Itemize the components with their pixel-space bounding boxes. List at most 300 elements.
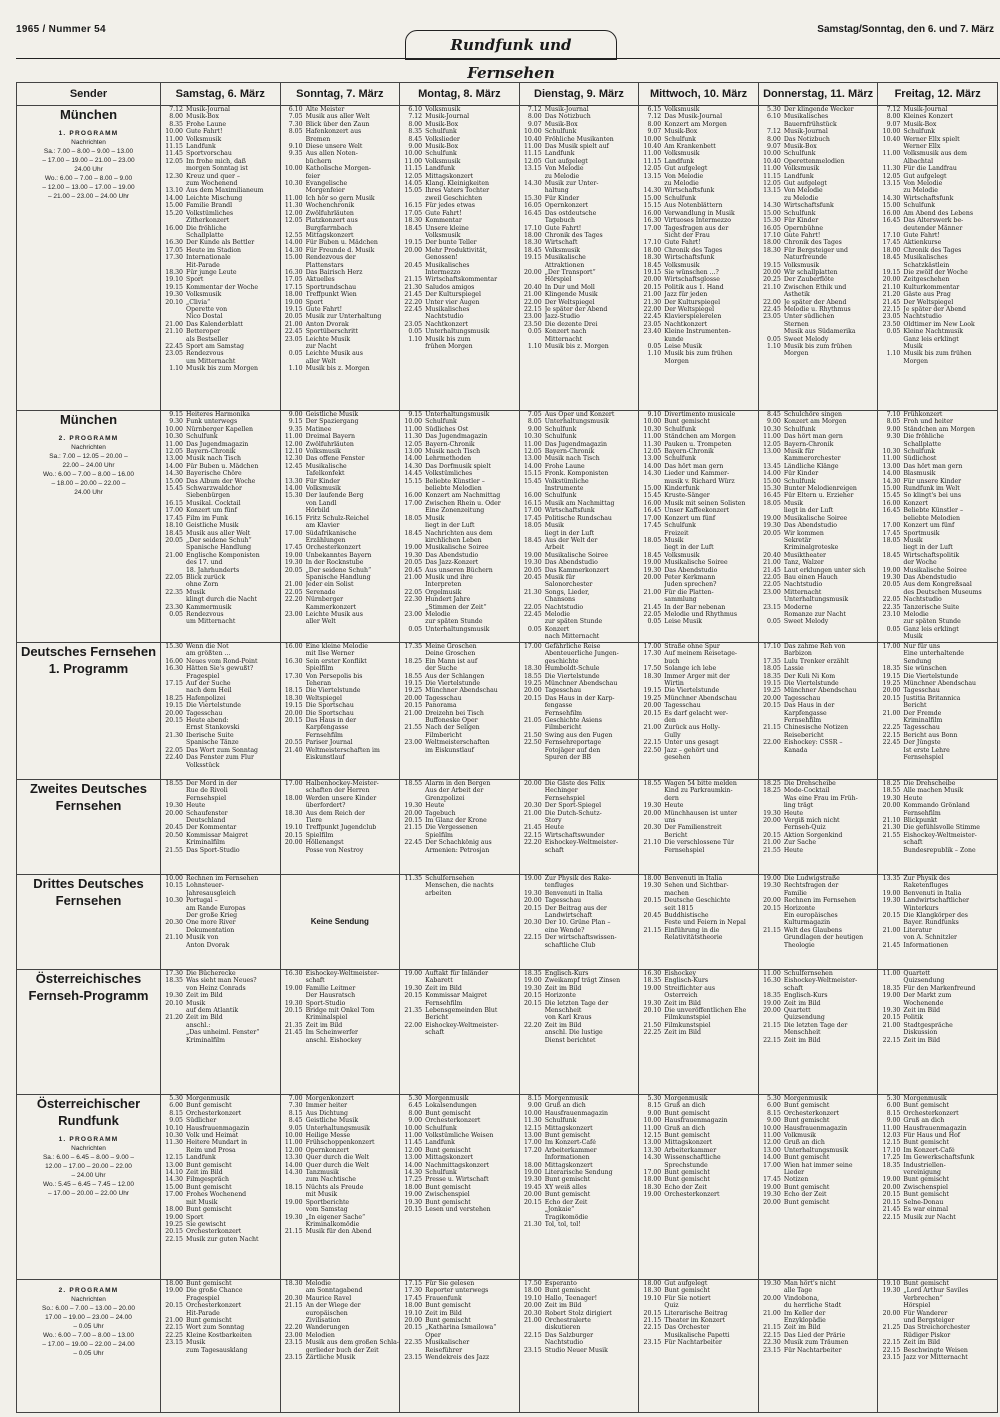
- column-header-day: Montag, 8. März: [400, 83, 520, 106]
- program-time: 18.10: [165, 522, 183, 530]
- program-title: Bunt gemischt: [664, 1176, 710, 1184]
- program-entry: [878, 299, 997, 306]
- program-time: 17.50: [523, 1280, 542, 1287]
- program-title: Lehrmethoden: [425, 455, 472, 463]
- program-title: Evangelische: [305, 180, 348, 188]
- program-entry: [759, 522, 878, 529]
- program-title: Lulu Trenker erzählt: [783, 657, 849, 665]
- program-title: Hausfrauenmagazin: [783, 1124, 848, 1132]
- program-title: Für junge Leute: [186, 268, 237, 276]
- program-entry: [161, 747, 280, 754]
- program-entry: [759, 1007, 878, 1014]
- program-time: 17.30: [165, 254, 183, 262]
- program-title: Deine Groschen: [425, 650, 476, 658]
- program-entry: [520, 1302, 639, 1309]
- program-time: 15.00: [882, 485, 901, 493]
- program-entry: [520, 433, 639, 440]
- program-entry: [878, 1302, 997, 1309]
- program-time: [639, 754, 664, 761]
- program-title: Schulfunk: [544, 425, 577, 433]
- day-schedule-cell: [400, 875, 520, 970]
- program-time: [639, 905, 664, 912]
- program-time: [878, 1169, 903, 1176]
- program-entry: [878, 202, 997, 209]
- program-entry: [759, 269, 878, 276]
- program-entry: [878, 787, 997, 794]
- program-title: Das Haus in der Karp-: [544, 694, 615, 702]
- program-entry: [759, 717, 878, 724]
- program-time: 23.10: [882, 610, 901, 618]
- program-entry: [281, 522, 400, 529]
- program-time: [639, 717, 664, 724]
- program-title: Musik zur Nacht: [903, 1213, 956, 1221]
- program-entry: [639, 717, 758, 724]
- program-title: Je später der Abend: [903, 305, 966, 313]
- program-title: Das Kalenderblatt: [186, 320, 243, 328]
- program-entry: [161, 343, 280, 350]
- program-entry: [878, 611, 997, 618]
- program-title: Eishockey-Weltmeister-: [425, 1021, 499, 1029]
- program-title: Nachtstudio: [783, 581, 823, 589]
- program-time: 18.55: [404, 780, 423, 787]
- program-title: Wort zum Sonntag: [186, 1324, 245, 1332]
- program-title: Aktuelles: [305, 276, 335, 284]
- program-title: Mittagskonzert: [544, 1161, 593, 1169]
- program-entry: [639, 321, 758, 328]
- program-title: Heute: [425, 802, 445, 810]
- program-entry: [281, 552, 400, 559]
- program-title: Fernsehspiel: [544, 794, 585, 802]
- program-time: 22.20: [404, 298, 423, 306]
- program-time: [759, 985, 784, 992]
- program-entry: [520, 136, 639, 143]
- program-title: Unterhaltungsmusik: [783, 1146, 849, 1154]
- program-title: Orchesterkonzert: [903, 1109, 959, 1117]
- program-time: 22.45: [763, 305, 781, 313]
- program-entry: [400, 559, 519, 566]
- program-entry: [639, 530, 758, 537]
- program-entry: [400, 254, 519, 261]
- program-time: [759, 537, 784, 544]
- program-entry: [161, 365, 280, 372]
- program-entry: [161, 1037, 280, 1044]
- program-title: Volkslieder: [425, 135, 460, 143]
- program-title: Zeitgeschehen: [903, 276, 950, 284]
- program-title: liegt in der Luft: [903, 544, 953, 552]
- program-entry: [759, 665, 878, 672]
- program-time: 21.45: [404, 291, 423, 299]
- program-title: deutender Männer: [903, 224, 963, 232]
- program-time: 23.40: [643, 328, 662, 336]
- program-time: 20.05: [284, 566, 303, 574]
- program-title: Sport am Samstag: [186, 343, 244, 350]
- program-entry: [759, 574, 878, 581]
- program-entry: [520, 158, 639, 165]
- program-time: [759, 121, 784, 128]
- program-time: 19.30: [763, 882, 781, 890]
- program-entry: [400, 611, 519, 618]
- program-entry: [759, 1295, 878, 1302]
- program-entry: [759, 552, 878, 559]
- program-title: Musik nach Tisch: [425, 448, 481, 456]
- program-title: Schallplatte: [186, 231, 224, 239]
- program-title: Zwischenspiel: [903, 1183, 948, 1191]
- program-entry: [639, 247, 758, 254]
- program-title: Leise Musik: [664, 343, 703, 350]
- program-time: 21.00: [643, 291, 662, 299]
- program-entry: [281, 1000, 400, 1007]
- program-entry: [161, 1007, 280, 1014]
- program-title: Matinee: [305, 425, 332, 433]
- program-entry: [759, 158, 878, 165]
- program-time: 20.45: [404, 566, 423, 574]
- program-title: Tagesschau: [903, 687, 940, 695]
- station-row: [17, 643, 998, 780]
- program-time: 13.00: [643, 1139, 662, 1147]
- program-title: Der laufende Berg: [305, 492, 364, 500]
- program-entry: [759, 604, 878, 611]
- program-entry: [161, 441, 280, 448]
- program-time: [878, 1317, 903, 1324]
- program-entry: [400, 173, 519, 180]
- program-time: 20.15: [882, 1014, 901, 1022]
- program-entry: [161, 433, 280, 440]
- program-time: [759, 912, 784, 919]
- program-entry: [878, 802, 997, 809]
- program-title: Kleine Nachtmusik: [903, 328, 964, 336]
- program-title: Hafenpolizei: [186, 694, 226, 702]
- day-schedule-cell: [758, 780, 878, 875]
- program-entry: [520, 1280, 639, 1287]
- program-time: [161, 1022, 186, 1029]
- program-title: Volksmusik: [783, 261, 820, 269]
- program-title: Froh und heiter: [903, 418, 953, 426]
- program-title: „Jonkaie“: [544, 1206, 575, 1214]
- program-title: Quartett: [903, 970, 931, 977]
- program-entry: [759, 1176, 878, 1183]
- program-title: Spielfilm: [305, 665, 334, 673]
- program-time: 18.45: [643, 551, 662, 559]
- program-time: [759, 890, 784, 897]
- program-entry: [878, 478, 997, 485]
- program-title: Orgelmusik: [425, 588, 462, 596]
- program-title: Ein europäisches: [783, 912, 838, 920]
- program-entry: [639, 202, 758, 209]
- program-entry: [639, 165, 758, 172]
- program-time: 21.30: [643, 298, 662, 306]
- program-title: Arbeiterkammer: [544, 1146, 597, 1154]
- program-title: Landfunk: [186, 1154, 216, 1162]
- program-title: Musik: [186, 588, 206, 596]
- program-entry: [878, 702, 997, 709]
- program-entry: [639, 1014, 758, 1021]
- program-title: Ständchen am Morgen: [664, 433, 736, 441]
- program-title: Eishockey-Weltmeister-: [903, 831, 977, 839]
- program-time: 19.00: [643, 984, 662, 992]
- program-title: aller Welt: [305, 618, 336, 626]
- program-time: 8.05: [886, 418, 901, 426]
- program-title: Die letzten Tage der: [544, 999, 609, 1007]
- program-entry: [520, 448, 639, 455]
- program-time: [400, 1332, 425, 1339]
- program-entry: [639, 411, 758, 418]
- program-title: Für jedes etwas: [425, 202, 475, 210]
- program-title: diskutieren: [544, 1324, 581, 1332]
- program-time: 17.10: [882, 1146, 901, 1154]
- program-time: [878, 650, 903, 657]
- program-time: [639, 232, 664, 239]
- program-title: Nachtkonzert: [664, 320, 708, 328]
- program-title: Reporter unterwegs: [425, 1287, 489, 1295]
- program-entry: [759, 225, 878, 232]
- program-title: Naturfreunde: [783, 254, 827, 262]
- program-time: 23.00: [523, 313, 542, 321]
- program-entry: [639, 478, 758, 485]
- program-entry: [878, 927, 997, 934]
- program-entry: [639, 187, 758, 194]
- program-title: Zwischen Rhein u. Oder: [425, 499, 501, 507]
- program-entry: [161, 276, 280, 283]
- program-title: „In eigener Sache“: [305, 1213, 366, 1221]
- program-entry: [281, 269, 400, 276]
- program-title: Der Kuli Ni Kom: [783, 672, 836, 680]
- program-entry: [281, 1324, 400, 1331]
- program-entry: [281, 143, 400, 150]
- program-time: 11.00: [284, 194, 303, 202]
- program-entry: [400, 985, 519, 992]
- program-title: Grundlagen der heutigen: [783, 934, 864, 942]
- program-time: 12.05: [284, 217, 303, 225]
- program-title: Musikalische Soiree: [783, 514, 848, 522]
- program-time: 14.00: [404, 455, 423, 463]
- program-title: Konzert um fünf: [664, 514, 716, 522]
- program-time: [520, 1339, 545, 1346]
- program-entry: [520, 680, 639, 687]
- program-entry: [759, 1199, 878, 1206]
- program-entry: [520, 306, 639, 313]
- program-entry: [639, 1184, 758, 1191]
- program-time: 20.00: [763, 1007, 781, 1015]
- program-time: [520, 754, 545, 761]
- program-title: Anton Dvorak: [305, 320, 349, 328]
- program-entry: [400, 650, 519, 657]
- program-time: [878, 1029, 903, 1036]
- program-entry: [639, 418, 758, 425]
- day-schedule-cell: [639, 643, 759, 780]
- program-entry: [878, 492, 997, 499]
- program-entry: [161, 358, 280, 365]
- program-time: 10.30: [165, 897, 183, 905]
- program-title: Filmbericht: [425, 731, 462, 739]
- program-time: [520, 262, 545, 269]
- program-title: Der klingende Wecker: [783, 106, 854, 113]
- program-time: 19.00: [523, 1169, 542, 1177]
- program-entry: [878, 1324, 997, 1331]
- program-entry: [161, 739, 280, 746]
- program-time: 18.00: [643, 1280, 662, 1287]
- program-time: [520, 217, 545, 224]
- program-title: Der Schachkönig aus: [425, 839, 492, 847]
- program-title: vereinigung: [903, 1169, 941, 1177]
- program-time: 6.00: [767, 1102, 781, 1110]
- program-time: 23.15: [643, 1339, 662, 1347]
- program-entry: [520, 1310, 639, 1317]
- program-time: [281, 343, 306, 350]
- program-title: Wirtschaftsfunk: [544, 507, 595, 515]
- program-entry: [400, 1014, 519, 1021]
- program-title: Es darf gelacht wer-: [664, 709, 728, 717]
- program-time: [520, 817, 545, 824]
- program-entry: [639, 1139, 758, 1146]
- program-entry: [161, 1095, 280, 1102]
- program-entry: [161, 1287, 280, 1294]
- program-entry: [520, 817, 639, 824]
- program-title: Pariser Journal: [305, 739, 353, 747]
- program-time: [161, 787, 186, 794]
- program-entry: [400, 455, 519, 462]
- program-entry: [520, 589, 639, 596]
- program-time: [400, 1347, 425, 1354]
- program-time: [281, 665, 306, 672]
- day-schedule-cell: [758, 970, 878, 1095]
- program-time: [281, 1347, 306, 1354]
- program-entry: [878, 970, 997, 977]
- program-entry: [520, 441, 639, 448]
- program-entry: [161, 658, 280, 665]
- program-title: Musik-Journal: [544, 106, 589, 113]
- program-title: Kommando Grönland: [903, 802, 970, 810]
- program-entry: [520, 291, 639, 298]
- program-entry: [161, 1214, 280, 1221]
- program-entry: [759, 463, 878, 470]
- day-schedule-cell: [400, 411, 520, 643]
- program-title: Schulchöre singen: [783, 411, 842, 418]
- program-title: Eine unterhaltende: [903, 650, 964, 658]
- program-time: 21.25: [882, 1324, 901, 1332]
- program-entry: [281, 795, 400, 802]
- program-entry: [759, 802, 878, 809]
- program-time: [759, 732, 784, 739]
- program-time: [161, 942, 186, 949]
- program-time: 16.00: [882, 209, 901, 217]
- program-time: 15.45: [165, 485, 183, 493]
- program-time: 11.45: [404, 1139, 423, 1147]
- day-schedule-cell: [758, 106, 878, 411]
- program-time: 15.30: [523, 194, 542, 202]
- program-time: [281, 470, 306, 477]
- program-title: Hörspiel: [544, 276, 572, 284]
- program-title: Bau einen Hauch: [783, 573, 838, 581]
- program-time: 9.05: [288, 1124, 303, 1132]
- program-time: 21.00: [165, 551, 183, 559]
- program-title: Heute: [544, 824, 564, 832]
- program-entry: [281, 1332, 400, 1339]
- program-title: Zur Sache: [783, 839, 817, 847]
- program-entry: [161, 754, 280, 761]
- program-time: 21.15: [763, 1324, 781, 1332]
- program-time: 11.00: [523, 440, 542, 448]
- program-entry: [520, 455, 639, 462]
- program-entry: [520, 343, 639, 350]
- program-time: 12.05: [165, 448, 183, 456]
- program-entry: [400, 626, 519, 633]
- program-time: 20.15: [523, 694, 542, 702]
- day-schedule-cell: [161, 411, 281, 643]
- program-entry: [400, 507, 519, 514]
- program-title: Fernsehfilm: [425, 999, 463, 1007]
- program-entry: [520, 106, 639, 113]
- program-title: Opernbühne: [783, 224, 824, 232]
- program-entry: [161, 1221, 280, 1228]
- program-entry: [878, 1287, 997, 1294]
- program-time: [400, 232, 425, 239]
- program-time: 22.40: [165, 754, 183, 762]
- program-title: Eishockey-Weltmeister-: [783, 977, 858, 985]
- program-time: 19.15: [284, 305, 303, 313]
- program-title: Der Familienstreit: [664, 824, 722, 832]
- program-entry: [281, 1221, 400, 1228]
- program-entry: [759, 589, 878, 596]
- program-time: 11.15: [763, 172, 781, 180]
- program-time: [281, 1317, 306, 1324]
- program-title: Im frohe mich, daß: [186, 157, 246, 165]
- program-entry: [759, 136, 878, 143]
- program-title: Wirtschaftsglosse: [664, 276, 720, 284]
- program-entry: [161, 291, 280, 298]
- program-title: Musiktheater: [783, 551, 826, 559]
- program-entry: [161, 710, 280, 717]
- day-schedule-cell: [280, 106, 400, 411]
- program-time: [520, 336, 545, 343]
- program-entry: [759, 1347, 878, 1354]
- program-title: Grenzpolizei: [425, 794, 465, 802]
- program-time: 17.00: [284, 529, 303, 537]
- program-entry: [161, 544, 280, 551]
- program-time: 17.00: [165, 1191, 183, 1199]
- program-entry: [878, 650, 997, 657]
- program-time: 19.30: [763, 1280, 781, 1287]
- program-title: Aus Dichtung: [305, 1109, 348, 1117]
- program-title: Bunt gemischt: [664, 418, 710, 426]
- program-entry: [281, 187, 400, 194]
- program-entry: [281, 650, 400, 657]
- program-time: 19.30: [404, 984, 423, 992]
- program-title: klingt durch die Nacht: [186, 596, 258, 604]
- program-time: 18.05: [882, 536, 901, 544]
- program-title: Musik-Journal: [425, 113, 470, 121]
- program-title: Betteroper: [186, 328, 221, 336]
- program-entry: [878, 158, 997, 165]
- program-entry: [400, 269, 519, 276]
- day-schedule-cell: [878, 643, 998, 780]
- program-time: [161, 581, 186, 588]
- program-entry: [400, 121, 519, 128]
- program-title: Landfunk: [425, 165, 455, 173]
- program-title: Schulfunk: [425, 1124, 457, 1132]
- program-entry: [400, 522, 519, 529]
- program-title: Bunt gemischt: [783, 1198, 830, 1206]
- news-times-line: 24.00 Uhr: [74, 489, 103, 496]
- program-time: 15.30: [284, 492, 303, 500]
- station-row: [17, 1280, 998, 1413]
- program-time: 7.12: [886, 106, 901, 113]
- program-time: 8.35: [169, 120, 183, 128]
- program-time: 13.00: [763, 1146, 781, 1154]
- program-time: 22.25: [643, 1029, 662, 1037]
- program-entry: [520, 507, 639, 514]
- program-title: Der Fremde: [903, 709, 942, 717]
- program-time: 12.45: [284, 462, 303, 470]
